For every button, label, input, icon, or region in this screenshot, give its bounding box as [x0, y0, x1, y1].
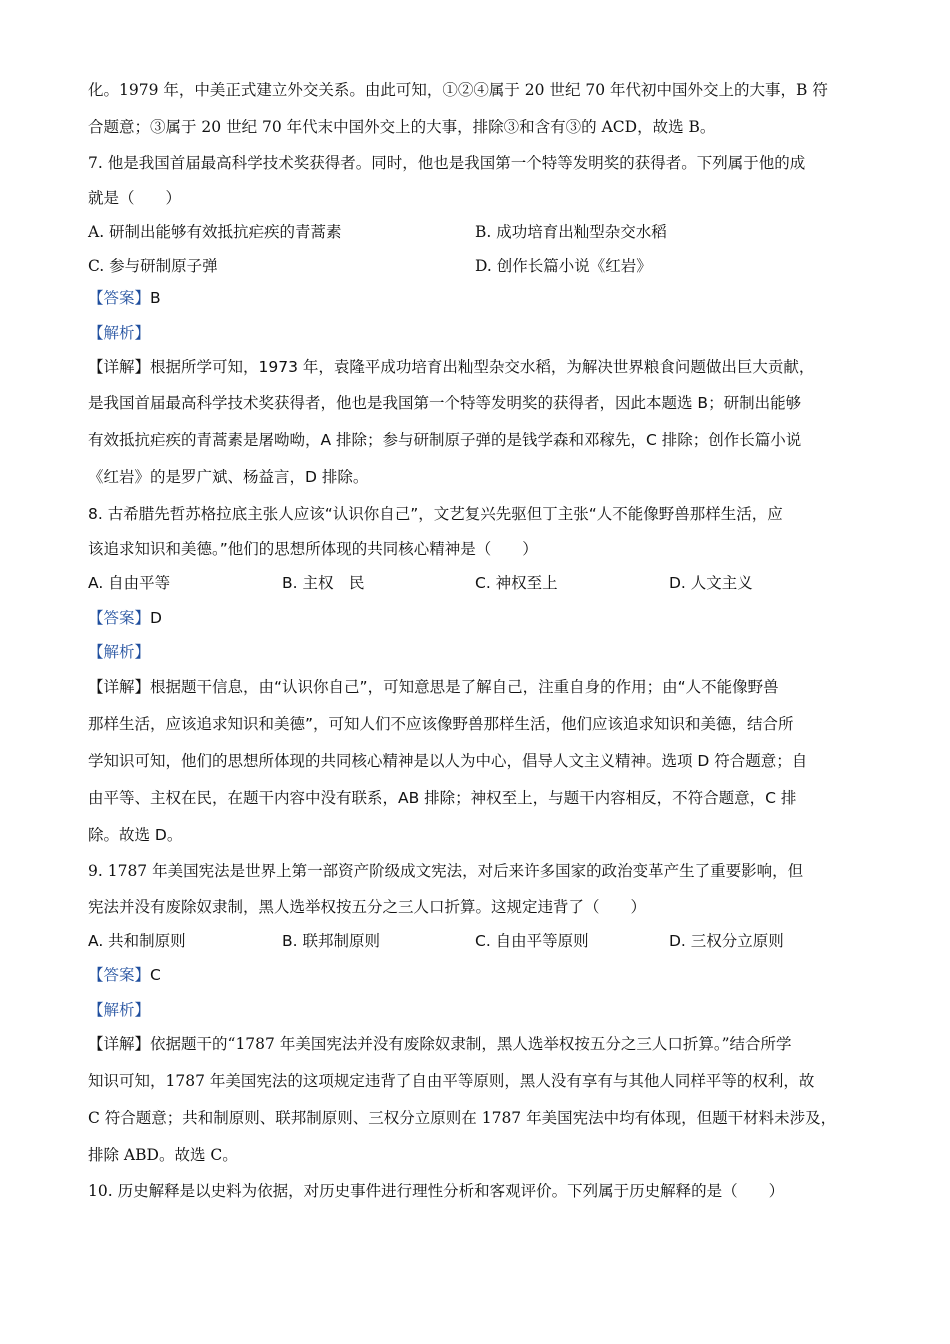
- q7-answer: [88, 287, 161, 309]
- q8-option-b: B. 主权 民: [282, 574, 365, 592]
- q9-detail-line-1: [88, 1033, 792, 1055]
- detail-text: 根据所学可知，1973 年，袁隆平成功培育出籼型杂交水稻，为解决世界粮食问题做出巨大贡献，: [150, 358, 815, 376]
- q9-option-c: C. 自由平等原则: [475, 932, 589, 950]
- detail-text: 依据题干的“1787 年美国宪法并没有废除奴隶制，黑人选举权按五分之三人口折算。”结合所学: [150, 1035, 792, 1053]
- prev-analysis-line-1: 化。1979 年，中美正式建立外交关系。由此可知，①②④属于 20 世纪 70 年代初中国外交上的大事，B 符: [88, 81, 828, 99]
- q8-option-a: A. 自由平等: [88, 574, 171, 592]
- answer-tag: 【答案】: [88, 966, 151, 984]
- q8-detail-line-2: 那样生活，应该追求知识和美德”，可知人们不应该像野兽那样生活，他们应该追求知识和美德，结合所: [88, 715, 794, 733]
- detail-tag: 【详解】: [88, 358, 151, 376]
- q7-option-d: D. 创作长篇小说《红岩》: [475, 257, 652, 275]
- prev-analysis-line-2: 合题意；③属于 20 世纪 70 年代末中国外交上的大事，排除③和含有③的 ACD，故选 B。: [88, 118, 716, 136]
- q7-option-b: B. 成功培育出籼型杂交水稻: [475, 223, 667, 241]
- q7-detail-line-1: [88, 356, 814, 378]
- q7-option-c: C. 参与研制原子弹: [88, 257, 218, 275]
- answer-value: C: [150, 966, 161, 984]
- q9-detail-line-4: 排除 ABD。故选 C。: [88, 1146, 238, 1164]
- q9-detail-line-2: 知识可知，1787 年美国宪法的这项规定违背了自由平等原则，黑人没有享有与其他人同样平等的权利，故: [88, 1072, 815, 1090]
- detail-text: 根据题干信息，由“认识你自己”，可知意思是了解自己，注重自身的作用；由“人不能像野兽: [150, 678, 779, 696]
- q7-detail-line-2: 是我国首届最高科学技术奖获得者，他也是我国第一个特等发明奖的获得者，因此本题选 B；研制出能够: [88, 394, 802, 412]
- q10-stem-line-1: 10. 历史解释是以史料为依据，对历史事件进行理性分析和客观评价。下列属于历史解释的是（ ）: [88, 1182, 785, 1200]
- q8-detail-line-4: 由平等、主权在民，在题干内容中没有联系，AB 排除；神权至上，与题干内容相反，不符合题意，C 排: [88, 789, 797, 807]
- q9-option-b: B. 联邦制原则: [282, 932, 380, 950]
- answer-value: D: [150, 609, 162, 627]
- q7-stem-line-2: 就是（ ）: [88, 189, 182, 207]
- q7-option-a: A. 研制出能够有效抵抗疟疾的青蒿素: [88, 223, 342, 241]
- detail-tag: 【详解】: [88, 1035, 151, 1053]
- q7-analysis-tag: 【解析】: [88, 324, 151, 342]
- q7-stem-line-1: 7. 他是我国首届最高科学技术奖获得者。同时，他也是我国第一个特等发明奖的获得者。下列属于他的成: [88, 154, 806, 172]
- q9-analysis-tag: 【解析】: [88, 1001, 151, 1019]
- q7-detail-line-4: 《红岩》的是罗广斌、杨益言，D 排除。: [88, 468, 369, 486]
- q8-option-d: D. 人文主义: [669, 574, 753, 592]
- q9-option-d: D. 三权分立原则: [669, 932, 784, 950]
- q9-stem-line-1: 9. 1787 年美国宪法是世界上第一部资产阶级成文宪法，对后来许多国家的政治变革产生了重要影响，但: [88, 862, 804, 880]
- q9-detail-line-3: C 符合题意；共和制原则、联邦制原则、三权分立原则在 1787 年美国宪法中均有体现，但题干材料未涉及，: [88, 1109, 837, 1127]
- q8-analysis-tag: 【解析】: [88, 643, 151, 661]
- detail-tag: 【详解】: [88, 678, 151, 696]
- q9-answer: [88, 964, 161, 986]
- answer-value: B: [150, 289, 161, 307]
- answer-tag: 【答案】: [88, 609, 151, 627]
- q8-detail-line-3: 学知识可知，他们的思想所体现的共同核心精神是以人为中心，倡导人文主义精神。选项 D 符合题意；自: [88, 752, 808, 770]
- q8-option-c: C. 神权至上: [475, 574, 558, 592]
- q9-stem-line-2: 宪法并没有废除奴隶制，黑人选举权按五分之三人口折算。这规定违背了（ ）: [88, 898, 647, 916]
- q7-detail-line-3: 有效抵抗疟疾的青蒿素是屠呦呦，A 排除；参与研制原子弹的是钱学森和邓稼先，C 排除；创作长篇小说: [88, 431, 802, 449]
- answer-tag: 【答案】: [88, 289, 151, 307]
- q8-answer: [88, 607, 162, 629]
- q8-detail-line-1: [88, 676, 779, 698]
- q8-stem-line-2: 该追求知识和美德。”他们的思想所体现的共同核心精神是（ ）: [88, 540, 538, 558]
- q8-detail-line-5: 除。故选 D。: [88, 826, 183, 844]
- q9-option-a: A. 共和制原则: [88, 932, 186, 950]
- q8-stem-line-1: 8. 古希腊先哲苏格拉底主张人应该“认识你自己”，文艺复兴先驱但丁主张“人不能像野兽那样生活，应: [88, 505, 783, 523]
